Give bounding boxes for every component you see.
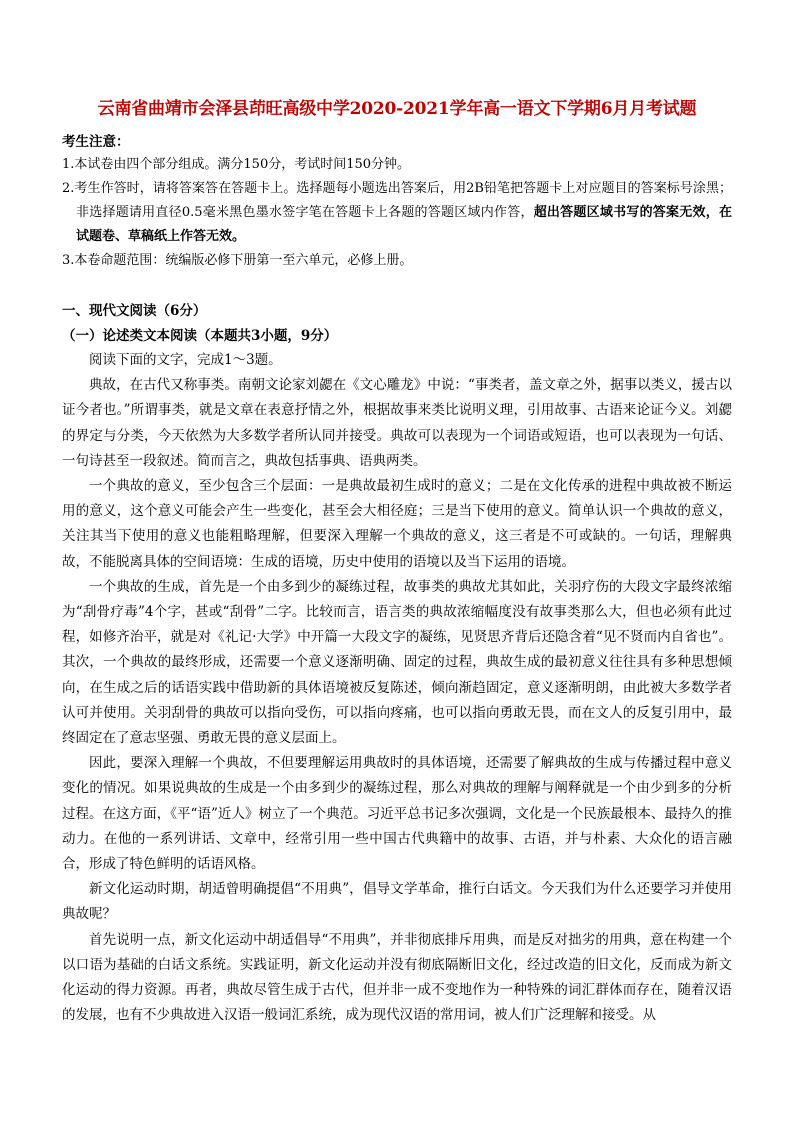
notice-item-1: 1.本试卷由四个部分组成。满分150分，考试时间150分钟。: [62, 157, 411, 172]
notice-item-2-bold: 超出答题区域书写的答案无效，在试题卷、草稿纸上作答无效。: [76, 205, 732, 244]
exam-notice: [62, 131, 732, 273]
notice-item-2-text: 2.考生作答时，请将答案答在答题卡上。选择题每小题选出答案后，用2B铅笔把答题卡上对应题目的答案标号涂黑；非选择题请用直径0.5毫米黑色墨水签字笔在答题卡上各题的答题区域内作答，: [62, 181, 732, 220]
notice-heading: 考生注意：: [62, 134, 130, 150]
passage-paragraph-6: 首先说明一点，新文化运动中胡适倡导“不用典”，并非彻底排斥用典，而是反对拙劣的用典，意在构建一个以口语为基础的白话文系统。实践证明，新文化运动并没有彻底隔断旧文化，经过改造的旧文化，反而成为新文化运动的得力资源。再者，典故尽管生成于古代，但并非一成不变地作为一种特殊的词汇群体而存在，随着汉语的发展，也有不少典故进入汉语一般词汇系统，成为现代汉语的常用词，被人们广泛理解和接受。从: [62, 931, 732, 1024]
section-reading: [62, 299, 732, 1028]
passage-paragraph-1: 典故，在古代又称事类。南朝文论家刘勰在《文心雕龙》中说：“事类者，盖文章之外，据事以类义，援古以证今者也。”所谓事类，就是文章在表意抒情之外，根据故事来类比说明义理，引用故事、古语来论证今义。刘勰的界定与分类，今天依然为大多数学者所认同并接受。典故可以表现为一个词语或短语，也可以表现为一句话、一句诗甚至一段叙述。简而言之，典故包括事典、语典两类。: [62, 377, 732, 469]
passage-paragraph-3: 一个典故的生成，首先是一个由多到少的凝练过程，故事类的典故尤其如此，关羽疗伤的大段文字最终浓缩为“刮骨疗毒”4个字，甚或“刮骨”二字。比较而言，语言类的典故浓缩幅度没有故事类那么大，但也必须有此过程，如修齐治平，就是对《礼记·大学》中开篇一大段文字的凝练，见贤思齐背后还隐含着“见不贤而内自省也”。其次，一个典故的最终形成，还需要一个意义逐渐明确、固定的过程，典故生成的最初意义往往具有多种思想倾向，在生成之后的话语实践中借助新的具体语境被反复陈述，倾向渐趋固定，意义逐渐明朗，由此被大多数学者认可并使用。关羽刮骨的典故可以指向受伤，可以指向疼痛，也可以指向勇敢无畏，而在文人的反复引用中，最终固定在了意志坚强、勇敢无畏的意义层面上。: [62, 578, 732, 747]
section-spacer: [62, 273, 732, 299]
passage-paragraph-5: 新文化运动时期，胡适曾明确提倡“不用典”，倡导文学革命，推行白话文。今天我们为什么还要学习并使用典故呢？: [62, 881, 732, 923]
notice-item-3: 3.本卷命题范围：统编版必修下册第一至六单元，必修上册。: [62, 253, 413, 268]
notice-item-2: [62, 177, 732, 249]
reading-instruction: 阅读下面的文字，完成1～3题。: [89, 352, 282, 368]
document-title: 云南省曲靖市会泽县茚旺高级中学2020-2021学年高一语文下学期6月月考试题: [97, 99, 697, 119]
section-heading: 一、现代文阅读（6分）: [62, 303, 207, 319]
passage-paragraph-2: 一个典故的意义，至少包含三个层面：一是典故最初生成时的意义；二是在文化传承的进程中典故被不断运用的意义，这个意义可能会产生一些变化，甚至会大相径庭；三是当下使用的意义。简单认识一个典故的意义，关注其当下使用的意义也能粗略理解，但要深入理解一个典故的意义，这三者是不可或缺的。一句话，理解典故，不能脱离具体的空间语境：生成的语境，历史中使用的语境以及当下运用的语境。: [62, 478, 732, 570]
passage-paragraph-4: 因此，要深入理解一个典故，不但要理解运用典故时的具体语境，还需要了解典故的生成与传播过程中意义变化的情况。如果说典故的生成是一个由多到少的凝练过程，那么对典故的理解与阐释就是一个由少到多的分析过程。在这方面，《平“语”近人》树立了一个典范。习近平总书记多次强调，文化是一个民族最根本、最持久的推动力。在他的一系列讲话、文章中，经常引用一些中国古代典籍中的故事、古语，并与朴素、大众化的语言融合，形成了特色鲜明的话语风格。: [62, 755, 732, 873]
subsection-heading: （一）论述类文本阅读（本题共3小题，9分）: [62, 328, 338, 344]
